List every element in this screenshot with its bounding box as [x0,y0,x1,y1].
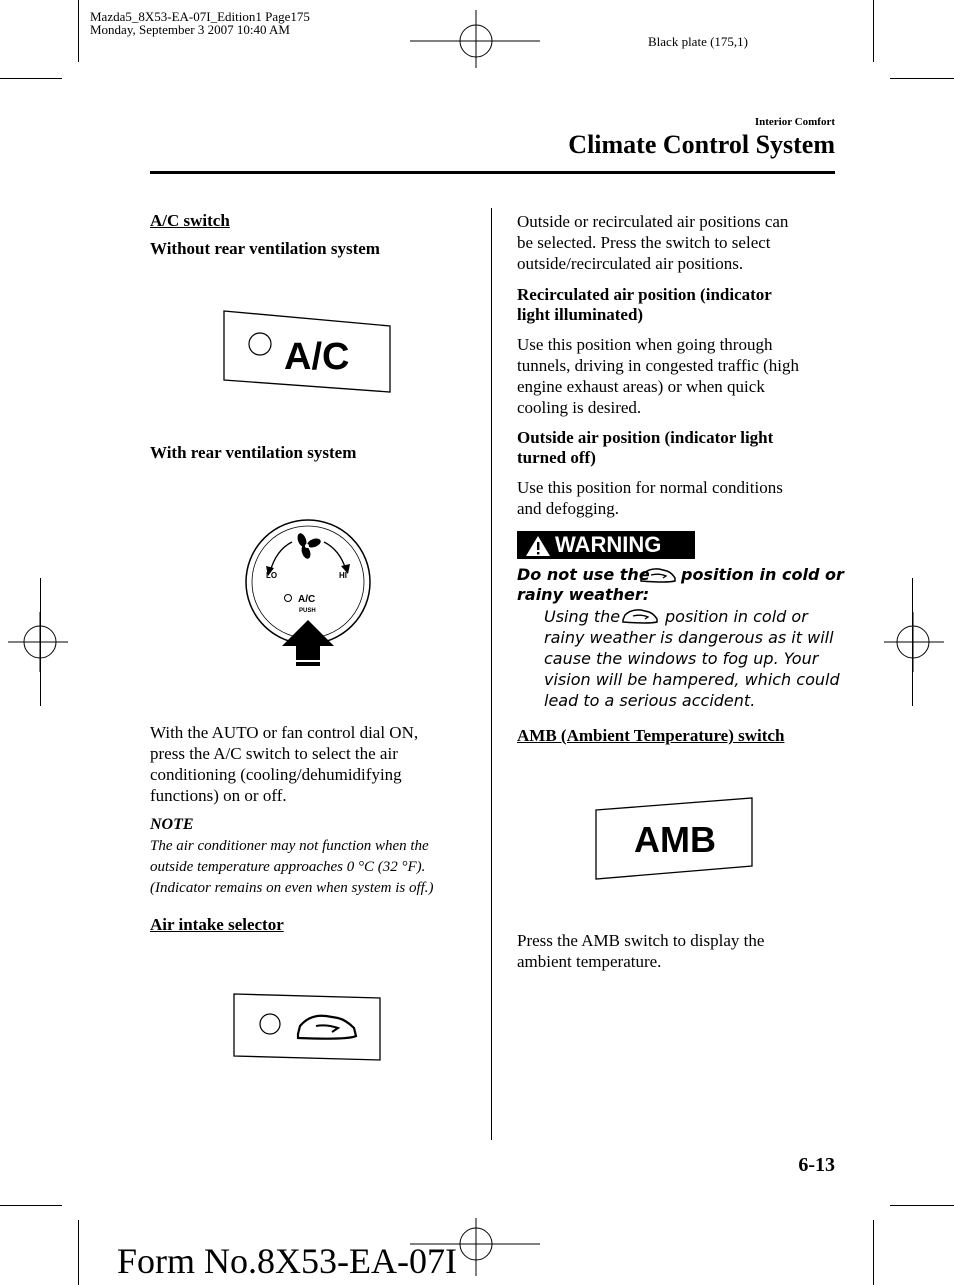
print-plate: Black plate (175,1) [648,34,748,49]
crop-mark [873,0,874,62]
registration-mark-left [8,612,68,672]
air-intake-heading: Air intake selector [150,915,284,934]
warning-lead-a: Do not use the [517,565,650,584]
crop-mark [0,78,62,79]
amb-button-illustration [592,794,758,884]
ac-paragraph: With the AUTO or fan control dial ON, press the A/C switch to select the air conditioning (cooling/dehumidifying functions) on or off. [150,723,419,805]
ac-button-illustration [218,306,398,398]
fan-icon [296,532,322,560]
ac-switch-heading: A/C switch [150,211,230,230]
intake-intro: Outside or recirculated air positions can be selected. Press the switch to select outside/recirculated air positions. [517,212,789,273]
warning-lead-c: rainy weather: [517,585,650,604]
print-date-line: Monday, September 3 2007 10:40 AM [90,22,290,37]
warning-label: WARNING [555,532,662,557]
with-rear-heading: With rear ventilation system [150,443,357,462]
dial-push-label: PUSH [299,608,316,614]
without-rear-heading: Without rear ventilation system [150,239,380,258]
outside-air-text: Use this position for normal conditions and defogging. [517,478,783,518]
recirculate-car-icon [637,566,677,586]
push-arrow-icon [282,620,334,666]
registration-mark-top [410,10,550,70]
dial-ac-label: A/C [298,594,316,605]
amb-heading: AMB (Ambient Temperature) switch [517,726,785,745]
dial-hi-label: HI [339,571,347,580]
section-label: Interior Comfort [754,116,835,128]
page-number: 6-13 [798,1154,835,1176]
crop-mark [78,1220,79,1285]
dial-arc-left [270,542,292,572]
air-intake-button-illustration [228,990,388,1068]
column-divider [491,208,492,1140]
crop-mark [890,1205,954,1206]
crop-mark [890,78,954,79]
warning-banner [517,531,695,559]
ac-button-label: A/C [284,336,350,378]
dial-lo-label: LO [266,571,278,580]
note-heading: NOTE [150,816,194,833]
fan-dial-illustration [240,516,380,672]
warning-body-a: Using the [544,607,621,626]
note-text: The air conditioner may not function when the outside temperature approaches 0 °C (32 °F). (Indicator remains on even when system is off.) [150,838,434,896]
recirculate-car-icon [619,607,659,627]
warning-lead-b: position in cold or [681,565,844,584]
warning-body-rest: rainy weather is dangerous as it will cause the windows to fog up. Your vision will be hampered, which could lead to a serious accident. [544,628,840,710]
amb-button-label: AMB [634,819,716,860]
page-title: Climate Control System [568,130,835,159]
print-file-line: Mazda5_8X53-EA-07I_Edition1 Page175 [90,9,310,24]
registration-mark-right [884,612,944,672]
crop-mark [0,1205,62,1206]
title-rule [150,171,835,174]
crop-mark [873,1220,874,1285]
outside-air-heading: Outside air position (indicator light turned off) [517,428,774,467]
warning-triangle-icon [525,535,551,557]
recirculated-text: Use this position when going through tunnels, driving in congested traffic (high engine exhaust areas) or when quick cooling is desired. [517,335,800,417]
amb-text: Press the AMB switch to display the ambient temperature. [517,931,765,971]
warning-body-b: position in cold or [665,607,808,626]
recirculated-heading: Recirculated air position (indicator light illuminated) [517,285,772,324]
form-number: Form No.8X53-EA-07I [117,1241,457,1281]
crop-mark [78,0,79,62]
